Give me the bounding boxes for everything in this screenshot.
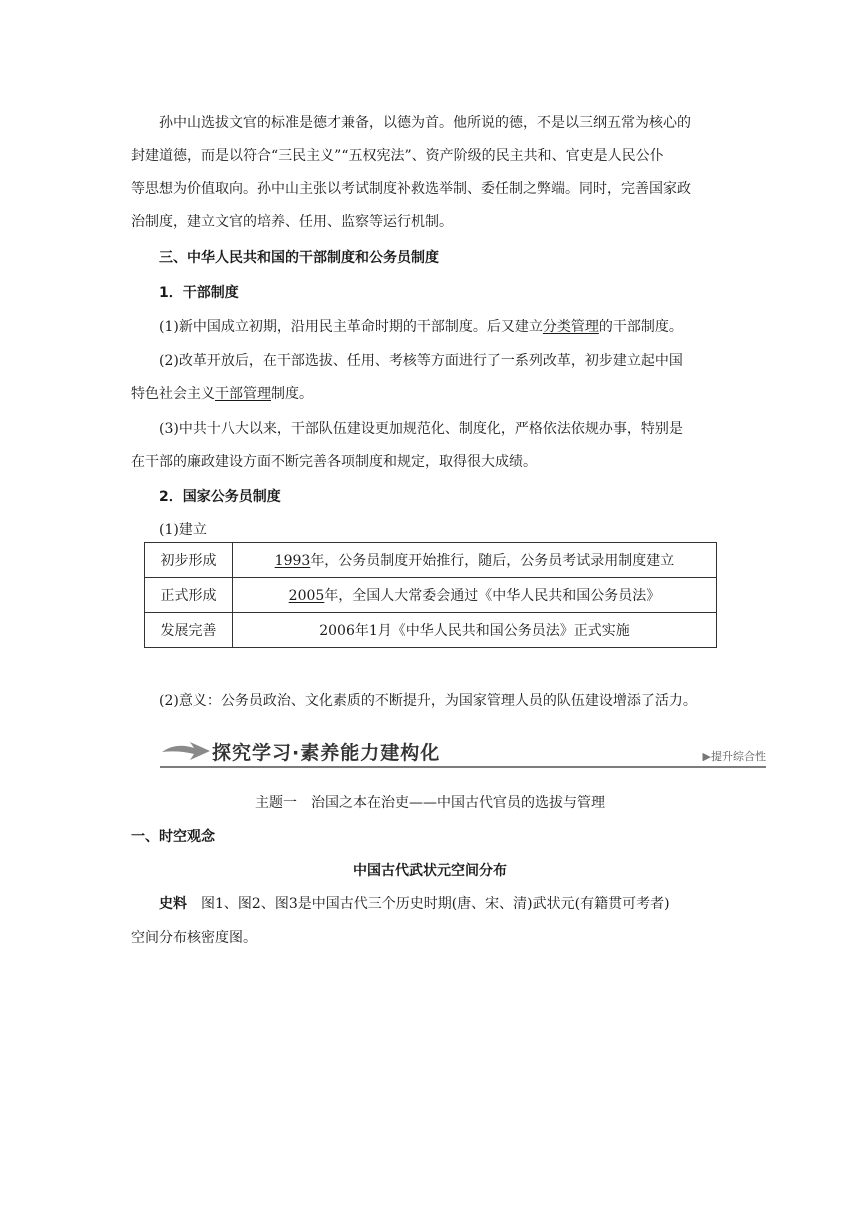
- cadre-item-1-text: (1)新中国成立初期，沿用民主革命时期的干部制度。后又建立: [159, 319, 543, 335]
- intro-line-3: 等思想为价值取向。孙中山主张以考试制度补救选举制、委任制之弊端。同时，完善国家政: [131, 181, 691, 197]
- cadre-item-1: [159, 316, 683, 336]
- table-cell-label: 发展完善: [145, 613, 233, 648]
- table-cell-rest: 年，全国人大常委会通过《中华人民共和国公务员法》: [324, 588, 661, 604]
- table-cell-label: 正式形成: [145, 578, 233, 613]
- intro-line-2: 封建道德，而是以符合“三民主义”“五权宪法”、资产阶级的民主共和、官吏是人民公仆: [131, 148, 664, 164]
- part-heading: 一、时空观念: [131, 829, 215, 845]
- year-underlined: 1993: [274, 553, 311, 569]
- material-label: 史料: [159, 896, 187, 912]
- banner-title: 探究学习·素养能力建构化: [212, 742, 441, 764]
- table-cell-text: [233, 578, 717, 613]
- cadre-item-3-line-1: (3)中共十八大以来，干部队伍建设更加规范化、制度化，严格依法依规办事，特别是: [159, 421, 683, 437]
- banner-rule: [160, 766, 766, 768]
- subsection-heading-civil-service: 2．国家公务员制度: [159, 489, 281, 505]
- subsection-heading-cadre: 1．干部制度: [159, 285, 239, 301]
- cadre-item-2-line-2: [131, 383, 313, 403]
- material-title: 中国古代武状元空间分布: [353, 863, 507, 879]
- section-heading: 三、中华人民共和国的干部制度和公务员制度: [159, 250, 439, 266]
- cadre-item-2-line-1: (2)改革开放后，在干部选拔、任用、考核等方面进行了一系列改革，初步建立起中国: [159, 353, 683, 369]
- year-underlined: 2005: [288, 588, 325, 604]
- build-label: (1)建立: [159, 522, 207, 538]
- table-row: [145, 543, 717, 578]
- cadre-item-1-end: 的干部制度。: [598, 319, 683, 335]
- intro-line-1: 孙中山选拔文官的标准是德才兼备，以德为首。他所说的德，不是以三纲五常为核心的: [159, 115, 691, 131]
- section-banner: [160, 734, 766, 768]
- material-line-1: [159, 893, 670, 913]
- significance-text: (2)意义：公务员政治、文化素质的不断提升，为国家管理人员的队伍建设增添了活力。: [159, 693, 697, 709]
- banner-right-text: 提升综合性: [711, 750, 766, 763]
- table-cell-label: 初步形成: [145, 543, 233, 578]
- table-cell-rest: 年，公务员制度开始推行，随后，公务员考试录用制度建立: [310, 553, 675, 569]
- material-text: 图1、图2、图3是中国古代三个历史时期(唐、宋、清)武状元(有籍贯可考者): [187, 896, 670, 912]
- material-line-2: 空间分布核密度图。: [131, 930, 257, 946]
- cadre-item-2-underlined: 干部管理: [215, 386, 271, 402]
- cadre-item-1-underlined: 分类管理: [542, 319, 599, 335]
- table-cell-rest: 2006年1月《中华人民共和国公务员法》正式实施: [319, 623, 630, 639]
- table-cell-text: [233, 543, 717, 578]
- banner-right-label: [703, 748, 766, 764]
- civil-service-table: [144, 542, 717, 648]
- play-triangle-icon: ▶: [702, 750, 711, 763]
- table-row: [145, 578, 717, 613]
- cadre-item-2-text: 特色社会主义: [131, 386, 215, 402]
- intro-line-4: 治制度，建立文官的培养、任用、监察等运行机制。: [131, 214, 453, 230]
- table-cell-text: [233, 613, 717, 648]
- table-row: [145, 613, 717, 648]
- cadre-item-2-end: 制度。: [271, 386, 313, 402]
- cadre-item-3-line-2: 在干部的廉政建设方面不断完善各项制度和规定，取得很大成绩。: [131, 454, 537, 470]
- topic-title: 主题一 治国之本在治吏——中国古代官员的选拔与管理: [255, 795, 605, 811]
- swoosh-arrow-icon: [160, 738, 212, 762]
